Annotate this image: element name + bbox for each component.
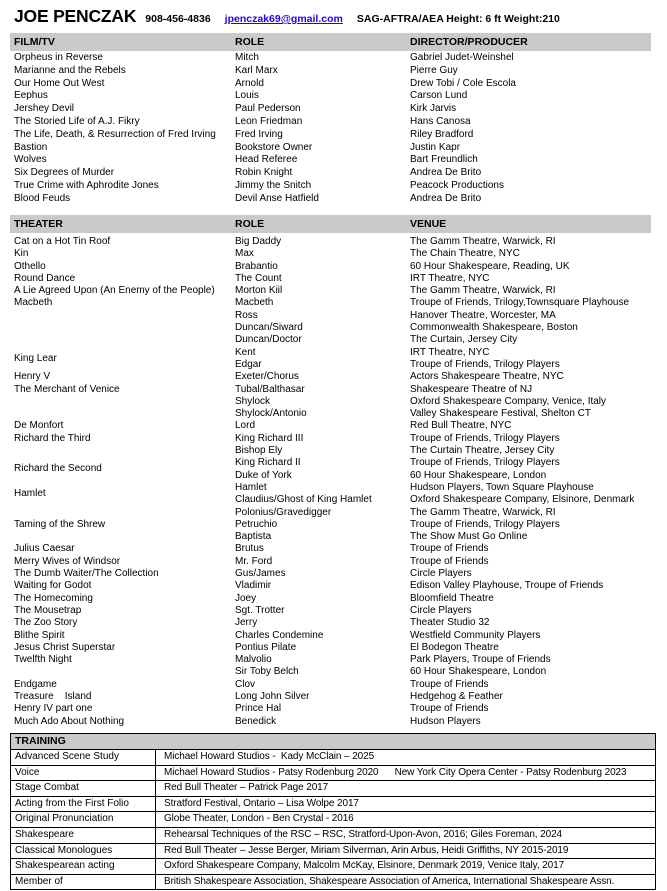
film-credit-row — [0, 52, 667, 65]
theater-role-cell: Long John Silver — [235, 690, 310, 702]
theater-credit-group — [0, 457, 667, 482]
theater-role-cell: Jerry — [235, 617, 258, 629]
theater-role-cell: Big Daddy — [235, 236, 282, 247]
theater-credit-group — [0, 642, 667, 654]
theater-credit-row — [235, 556, 667, 568]
training-detail-cell: Michael Howard Studios - Patsy Rodenburg 2020 New York City Opera Center - Patsy Rodenburg 2023 — [164, 766, 627, 778]
training-row — [11, 843, 655, 859]
theater-title-cell: Endgame — [14, 678, 57, 690]
theater-venue-cell: Troupe of Friends, Trilogy Players — [410, 457, 560, 469]
theater-title-cell: The Dumb Waiter/The Collection — [14, 568, 159, 580]
theater-role-cell: Joey — [235, 592, 257, 604]
theater-venue-cell: Troupe of Friends — [410, 703, 489, 715]
theater-venue-cell: Troupe of Friends, Trilogy Players — [410, 432, 560, 444]
theater-title-cell: Treasure Island — [14, 690, 92, 702]
theater-role-column-header: ROLE — [235, 218, 265, 230]
theater-credit-group — [0, 543, 667, 555]
theater-venue-cell: Circle Players — [410, 568, 472, 580]
theater-title-cell: Hamlet — [14, 488, 46, 500]
training-category-cell: Advanced Scene Study — [11, 750, 156, 765]
theater-credit-row — [235, 445, 667, 457]
film-role-cell: Louis — [235, 90, 259, 102]
theater-title-cell: Waiting for Godot — [14, 580, 92, 592]
theater-credit-lines — [235, 703, 667, 715]
theater-credit-row — [235, 384, 667, 396]
theater-credit-group — [0, 580, 667, 592]
theater-title-cell: Othello — [14, 260, 46, 272]
theater-venue-cell: Hedgehog & Feather — [410, 690, 503, 702]
theater-credit-row — [235, 580, 667, 592]
theater-venue-cell: 60 Hour Shakespeare, Reading, UK — [410, 260, 570, 272]
theater-role-cell: Prince Hal — [235, 703, 282, 715]
theater-credit-lines — [235, 261, 667, 273]
theater-credit-group — [0, 297, 667, 346]
theater-role-cell: Sir Toby Belch — [235, 666, 299, 678]
theater-credit-lines — [235, 371, 667, 383]
theater-venue-cell: The Gamm Theatre, Warwick, RI — [410, 236, 556, 247]
training-category-cell: Shakespeare — [11, 828, 156, 843]
theater-venue-cell: Commonwealth Shakespeare, Boston — [410, 322, 578, 334]
theater-role-cell: Pontius Pilate — [235, 641, 297, 653]
film-director-cell: Bart Freundlich — [410, 154, 478, 166]
theater-venue-cell: Oxford Shakespeare Company, Elsinore, Denmark — [410, 494, 635, 506]
theater-credit-group — [0, 556, 667, 568]
theater-credit-row — [235, 408, 667, 420]
training-row — [11, 874, 655, 890]
theater-title-cell: A Lie Agreed Upon (An Enemy of the People) — [14, 285, 215, 297]
training-section-bar: TRAINING — [11, 734, 655, 750]
theater-credit-lines — [235, 580, 667, 592]
theater-credit-row — [235, 642, 667, 654]
theater-credit-lines — [235, 285, 667, 297]
film-title-cell: The Storied Life of A.J. Fikry — [14, 115, 140, 127]
film-tv-credit-list — [0, 52, 667, 206]
film-director-cell: Hans Canosa — [410, 115, 471, 127]
theater-credit-lines — [235, 297, 667, 346]
theater-role-cell: Claudius/Ghost of King Hamlet — [235, 494, 372, 506]
theater-credit-lines — [235, 630, 667, 642]
film-title-cell: True Crime with Aphrodite Jones — [14, 179, 159, 191]
theater-venue-cell: The Chain Theatre, NYC — [410, 248, 520, 260]
theater-credit-lines — [235, 593, 667, 605]
theater-credit-row — [235, 716, 667, 728]
film-title-cell: Wolves — [14, 154, 47, 166]
training-detail-cell: Rehearsal Techniques of the RSC – RSC, Stratford-Upon-Avon, 2016; Giles Foreman, 2024 — [164, 828, 563, 840]
theater-title-cell: The Homecoming — [14, 592, 93, 604]
film-director-cell: Pierre Guy — [410, 64, 458, 76]
theater-column-header: THEATER — [14, 218, 63, 230]
theater-role-cell: Max — [235, 248, 254, 260]
theater-credit-lines — [235, 605, 667, 617]
theater-credit-row — [235, 703, 667, 715]
theater-title-cell: The Merchant of Venice — [14, 383, 120, 395]
theater-role-cell: Brutus — [235, 543, 264, 555]
theater-credit-group — [0, 519, 667, 544]
film-director-cell: Gabriel Judet-Weinshel — [410, 52, 514, 63]
theater-title-cell: Kin — [14, 248, 29, 260]
theater-credit-row — [235, 543, 667, 555]
training-detail-cell: Oxford Shakespeare Company, Malcolm McKay, Elsinore, Denmark 2019, Venice Italy, 2017 — [164, 860, 565, 872]
theater-title-cell: Round Dance — [14, 272, 76, 284]
theater-credit-group — [0, 703, 667, 715]
theater-venue-cell: IRT Theatre, NYC — [410, 272, 490, 284]
theater-role-cell: Sgt. Trotter — [235, 604, 285, 616]
actor-name: JOE PENCZAK — [14, 6, 137, 26]
training-row — [11, 780, 655, 796]
theater-credit-row — [235, 531, 667, 543]
theater-credit-lines — [235, 556, 667, 568]
theater-credit-group — [0, 248, 667, 260]
theater-credit-lines — [235, 654, 667, 679]
phone-number: 908-456-4836 — [145, 13, 211, 25]
theater-venue-cell: 60 Hour Shakespeare, London — [410, 666, 547, 678]
training-table — [10, 733, 656, 890]
training-category-cell: Original Pronunciation — [11, 812, 156, 827]
training-row — [11, 811, 655, 827]
theater-venue-cell: Hudson Players, Town Square Playhouse — [410, 481, 594, 493]
film-director-cell: Carson Lund — [410, 90, 468, 102]
theater-credit-row — [235, 617, 667, 629]
theater-credit-lines — [235, 519, 667, 544]
theater-credit-group — [0, 568, 667, 580]
theater-credit-lines — [235, 347, 667, 372]
training-category-cell: Classical Monologues — [11, 844, 156, 859]
theater-credit-row — [235, 691, 667, 703]
theater-venue-cell: Westfield Community Players — [410, 629, 541, 641]
theater-role-cell: Charles Condemine — [235, 629, 324, 641]
theater-role-cell: Shylock/Antonio — [235, 408, 307, 420]
theater-role-cell: Gus/James — [235, 568, 286, 580]
film-credit-row — [0, 129, 667, 142]
theater-credit-group — [0, 482, 667, 519]
theater-credit-row — [235, 605, 667, 617]
theater-credit-row — [235, 261, 667, 273]
film-role-cell: Leon Friedman — [235, 115, 303, 127]
theater-role-cell: Kent — [235, 346, 256, 358]
theater-credit-lines — [235, 691, 667, 703]
theater-title-cell: Richard the Third — [14, 432, 91, 444]
theater-title-cell: Twelfth Night — [14, 654, 72, 666]
theater-role-cell: Lord — [235, 420, 256, 432]
theater-credit-list — [0, 236, 667, 728]
theater-credit-group — [0, 433, 667, 458]
theater-venue-cell: Hudson Players — [410, 715, 481, 727]
theater-credit-group — [0, 236, 667, 248]
resume-header — [14, 6, 574, 27]
theater-role-cell: Petruchio — [235, 518, 278, 530]
theater-credit-row — [235, 457, 667, 469]
theater-role-cell: King Richard III — [235, 432, 304, 444]
film-director-cell: Riley Bradford — [410, 128, 474, 140]
email-link[interactable]: jpenczak69@gmail.com — [224, 13, 343, 25]
training-detail-cell: Globe Theater, London - Ben Crystal - 2016 — [164, 813, 354, 825]
training-row — [11, 765, 655, 781]
film-role-column-header: ROLE — [235, 36, 265, 48]
theater-credit-group — [0, 347, 667, 372]
theater-credit-group — [0, 285, 667, 297]
theater-role-cell: The Count — [235, 272, 282, 284]
training-row — [11, 858, 655, 874]
theater-credit-lines — [235, 236, 667, 248]
film-title-cell: The Life, Death, & Resurrection of Fred Irving — [14, 128, 216, 140]
theater-credit-group — [0, 679, 667, 691]
theater-credit-lines — [235, 273, 667, 285]
theater-credit-row — [235, 519, 667, 531]
film-credit-row — [0, 103, 667, 116]
film-title-cell: Marianne and the Rebels — [14, 64, 126, 76]
theater-credit-row — [235, 322, 667, 334]
theater-venue-cell: El Bodegon Theatre — [410, 641, 499, 653]
film-title-cell: Eephus — [14, 90, 48, 102]
training-category-cell: Stage Combat — [11, 781, 156, 796]
training-category-cell: Acting from the First Folio — [11, 797, 156, 812]
theater-credit-row — [235, 273, 667, 285]
film-director-cell: Justin Kapr — [410, 141, 461, 153]
training-detail-cell: Red Bull Theater – Jesse Berger, Miriam Silverman, Arin Arbus, Heidi Griffiths, NY 2015-2019 — [164, 844, 569, 856]
film-role-cell: Bookstore Owner — [235, 141, 313, 153]
theater-credit-row — [235, 494, 667, 506]
theater-credit-row — [235, 679, 667, 691]
theater-credit-group — [0, 605, 667, 617]
theater-venue-cell: Red Bull Theatre, NYC — [410, 420, 512, 432]
theater-credit-lines — [235, 420, 667, 432]
film-title-cell: Our Home Out West — [14, 77, 105, 89]
training-row — [11, 750, 655, 765]
theater-venue-cell: Bloomfield Theatre — [410, 592, 494, 604]
theater-title-cell: Henry IV part one — [14, 703, 93, 715]
theater-role-cell: Duncan/Siward — [235, 322, 303, 334]
film-credit-row — [0, 142, 667, 155]
theater-credit-row — [235, 666, 667, 678]
theater-venue-cell: Park Players, Troupe of Friends — [410, 654, 551, 666]
theater-venue-cell: Troupe of Friends — [410, 678, 489, 690]
training-row — [11, 827, 655, 843]
theater-venue-cell: The Gamm Theatre, Warwick, RI — [410, 506, 556, 518]
theater-credit-lines — [235, 457, 667, 482]
theater-venue-cell: 60 Hour Shakespeare, London — [410, 469, 547, 481]
film-director-column-header: DIRECTOR/PRODUCER — [410, 36, 528, 48]
training-row — [11, 796, 655, 812]
theater-credit-row — [235, 420, 667, 432]
theater-credit-row — [235, 507, 667, 519]
film-title-cell: Jershey Devil — [14, 103, 75, 115]
film-role-cell: Mitch — [235, 52, 259, 63]
theater-credit-group — [0, 691, 667, 703]
theater-title-cell: King Lear — [14, 352, 57, 364]
theater-venue-cell: Theater Studio 32 — [410, 617, 490, 629]
theater-credit-lines — [235, 248, 667, 260]
film-director-cell: Peacock Productions — [410, 179, 504, 191]
theater-credit-lines — [235, 568, 667, 580]
theater-role-cell: Exeter/Chorus — [235, 371, 299, 383]
film-director-cell: Kirk Jarvis — [410, 103, 457, 115]
theater-role-cell: Bishop Ely — [235, 445, 283, 457]
theater-credit-group — [0, 593, 667, 605]
theater-venue-cell: Actors Shakespeare Theatre, NYC — [410, 371, 564, 383]
theater-credit-group — [0, 630, 667, 642]
theater-venue-cell: Troupe of Friends, Trilogy,Townsquare Playhouse — [410, 297, 629, 309]
theater-venue-cell: Circle Players — [410, 604, 472, 616]
theater-credit-lines — [235, 482, 667, 519]
film-credit-row — [0, 90, 667, 103]
film-title-cell: Orpheus in Reverse — [14, 52, 103, 63]
theater-role-cell: Duncan/Doctor — [235, 334, 302, 346]
training-detail-cell: British Shakespeare Association, Shakespeare Association of America, International Shakespeare Assn. — [164, 875, 615, 887]
theater-credit-lines — [235, 617, 667, 629]
theater-credit-group — [0, 420, 667, 432]
theater-role-cell: Edgar — [235, 358, 262, 370]
training-category-cell: Voice — [11, 766, 156, 781]
theater-venue-cell: Edison Valley Playhouse, Troupe of Friends — [410, 580, 604, 592]
film-tv-column-header: FILM/TV — [14, 36, 55, 48]
theater-title-cell: Henry V — [14, 371, 51, 383]
training-row-list — [11, 750, 655, 889]
theater-credit-row — [235, 371, 667, 383]
theater-credit-group — [0, 371, 667, 383]
theater-role-cell: Ross — [235, 309, 258, 321]
theater-role-cell: Tubal/Balthasar — [235, 383, 305, 395]
theater-credit-row — [235, 248, 667, 260]
theater-title-cell: The Zoo Story — [14, 617, 78, 629]
theater-title-cell: Macbeth — [14, 297, 53, 309]
theater-venue-cell: Troupe of Friends — [410, 543, 489, 555]
film-role-cell: Karl Marx — [235, 64, 278, 76]
film-credit-row — [0, 154, 667, 167]
theater-credit-row — [235, 654, 667, 666]
film-role-cell: Arnold — [235, 77, 264, 89]
theater-credit-group — [0, 654, 667, 679]
training-category-cell: Member of — [11, 875, 156, 890]
theater-role-cell: Duke of York — [235, 469, 292, 481]
theater-title-cell: Much Ado About Nothing — [14, 715, 125, 727]
theater-credit-lines — [235, 716, 667, 728]
theater-role-cell: Mr. Ford — [235, 555, 273, 567]
theater-credit-row — [235, 236, 667, 248]
theater-venue-cell: Valley Shakespeare Festival, Shelton CT — [410, 408, 592, 420]
theater-role-cell: Morton Kiil — [235, 285, 283, 297]
theater-role-cell: Clov — [235, 678, 256, 690]
film-role-cell: Jimmy the Snitch — [235, 179, 312, 191]
theater-credit-row — [235, 396, 667, 408]
theater-credit-row — [235, 297, 667, 309]
film-role-cell: Head Referee — [235, 154, 298, 166]
theater-credit-group — [0, 273, 667, 285]
theater-venue-cell: The Curtain Theatre, Jersey City — [410, 445, 555, 457]
theater-credit-row — [235, 568, 667, 580]
theater-role-cell: Brabantio — [235, 260, 278, 272]
theater-venue-cell: Troupe of Friends, Trilogy Players — [410, 518, 560, 530]
theater-credit-row — [235, 347, 667, 359]
theater-credit-row — [235, 359, 667, 371]
theater-venue-cell: Troupe of Friends, Trilogy Players — [410, 358, 560, 370]
theater-credit-row — [235, 310, 667, 322]
training-detail-cell: Michael Howard Studios - Kady McClain – 2025 — [164, 751, 375, 762]
theater-credit-row — [235, 285, 667, 297]
film-credit-row — [0, 167, 667, 180]
theater-role-cell: Hamlet — [235, 481, 267, 493]
training-detail-cell: Red Bull Theater – Patrick Page 2017 — [164, 782, 329, 794]
theater-credit-row — [235, 470, 667, 482]
theater-credit-lines — [235, 679, 667, 691]
film-title-cell: Bastion — [14, 141, 48, 153]
theater-title-cell: Richard the Second — [14, 463, 102, 475]
film-role-cell: Devil Anse Hatfield — [235, 192, 319, 204]
union-and-stats: SAG-AFTRA/AEA Height: 6 ft Weight:210 — [356, 13, 560, 25]
theater-role-cell: Benedick — [235, 715, 277, 727]
film-credit-row — [0, 65, 667, 78]
theater-venue-column-header: VENUE — [410, 218, 447, 230]
theater-role-cell: King Richard II — [235, 457, 301, 469]
training-detail-cell: Stratford Festival, Ontario – Lisa Wolpe 2017 — [164, 797, 359, 809]
theater-title-cell: Merry Wives of Windsor — [14, 555, 121, 567]
theater-title-cell: Jesus Christ Superstar — [14, 641, 116, 653]
film-credit-row — [0, 116, 667, 129]
theater-role-cell: Shylock — [235, 395, 271, 407]
theater-credit-lines — [235, 433, 667, 458]
theater-venue-cell: The Gamm Theatre, Warwick, RI — [410, 285, 556, 297]
theater-role-cell: Vladimir — [235, 580, 272, 592]
theater-venue-cell: IRT Theatre, NYC — [410, 346, 490, 358]
film-director-cell: Andrea De Brito — [410, 167, 482, 179]
theater-role-cell: Malvolio — [235, 654, 272, 666]
theater-venue-cell: The Curtain, Jersey City — [410, 334, 518, 346]
theater-role-cell: Baptista — [235, 531, 272, 543]
theater-section-bar — [10, 215, 651, 233]
theater-venue-cell: The Show Must Go Online — [410, 531, 528, 543]
theater-credit-group — [0, 261, 667, 273]
theater-credit-row — [235, 482, 667, 494]
film-director-cell: Drew Tobi / Cole Escola — [410, 77, 516, 89]
film-role-cell: Paul Pederson — [235, 103, 301, 115]
theater-venue-cell: Hanover Theatre, Worcester, MA — [410, 309, 556, 321]
theater-credit-row — [235, 593, 667, 605]
theater-venue-cell: Shakespeare Theatre of NJ — [410, 383, 533, 395]
film-tv-section-bar — [10, 33, 651, 51]
film-credit-row — [0, 180, 667, 193]
film-role-cell: Robin Knight — [235, 167, 293, 179]
theater-credit-row — [235, 433, 667, 445]
film-director-cell: Andrea De Brito — [410, 192, 482, 204]
theater-title-cell: Julius Caesar — [14, 543, 75, 555]
film-title-cell: Six Degrees of Murder — [14, 167, 115, 179]
theater-credit-lines — [235, 543, 667, 555]
theater-role-cell: Polonius/Gravedigger — [235, 506, 332, 518]
theater-credit-lines — [235, 642, 667, 654]
theater-credit-lines — [235, 384, 667, 421]
theater-title-cell: Blithe Spirit — [14, 629, 65, 641]
film-role-cell: Fred Irving — [235, 128, 283, 140]
theater-credit-row — [235, 334, 667, 346]
theater-role-cell: Macbeth — [235, 297, 274, 309]
film-credit-row — [0, 193, 667, 206]
theater-credit-group — [0, 716, 667, 728]
theater-title-cell: De Monfort — [14, 420, 64, 432]
film-title-cell: Blood Feuds — [14, 192, 71, 204]
theater-title-cell: The Mousetrap — [14, 604, 82, 616]
theater-credit-row — [235, 630, 667, 642]
theater-title-cell: Cat on a Hot Tin Roof — [14, 236, 111, 247]
theater-credit-group — [0, 617, 667, 629]
theater-venue-cell: Oxford Shakespeare Company, Venice, Italy — [410, 395, 607, 407]
film-credit-row — [0, 78, 667, 91]
theater-title-cell: Taming of the Shrew — [14, 518, 106, 530]
training-category-cell: Shakespearean acting — [11, 859, 156, 874]
theater-venue-cell: Troupe of Friends — [410, 555, 489, 567]
theater-credit-group — [0, 384, 667, 421]
